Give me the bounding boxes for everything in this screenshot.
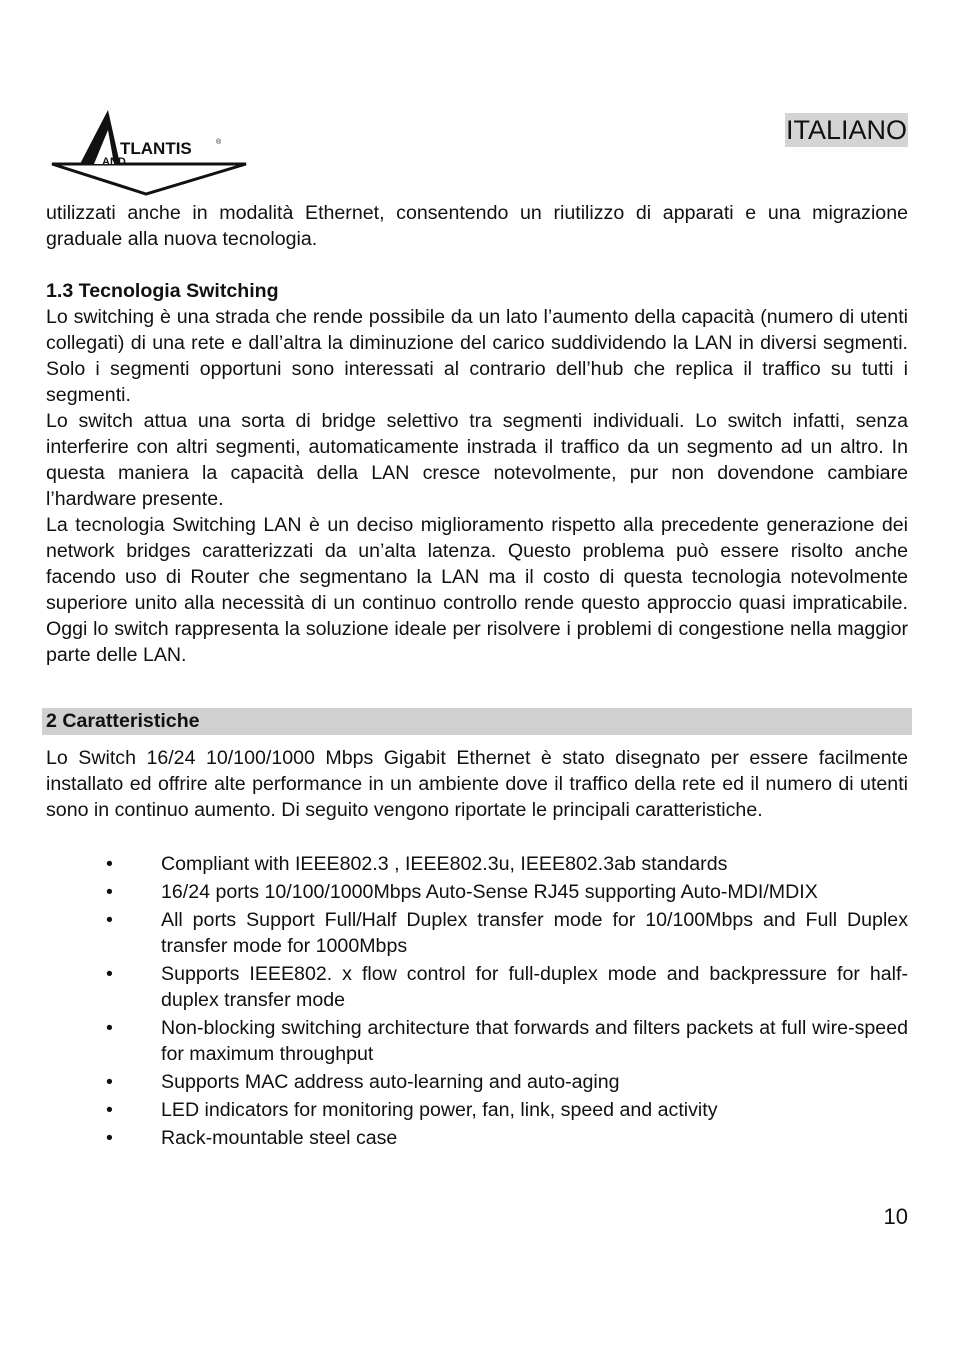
bullet-icon: • [106,1127,113,1149]
language-label: ITALIANO [785,115,907,145]
section-1-3-paragraph-1: Lo switching è una strada che rende possibile da un lato l’aumento della capacità (numero di utenti collegati) di una rete e dall’altra la diminuzione del carico suddividendo la LAN in diversi segmenti. Solo i segmenti opportuni sono interessati al contrario dell’hub che replica il traffico su tutti i segmenti. [46,306,908,406]
list-item: • LED indicators for monitoring power, fan, link, speed and activity [106,1099,718,1121]
section-2-heading: 2 Caratteristiche [42,708,912,735]
list-item: • 16/24 ports 10/100/1000Mbps Auto-Sense RJ45 supporting Auto-MDI/MDIX [106,881,818,903]
bullet-icon: • [106,853,113,875]
list-item: • Supports IEEE802. x flow control for full-duplex mode and backpressure for half-duplex transfer mode [106,963,908,1011]
bullet-icon: • [106,909,113,931]
list-item: • Supports MAC address auto-learning and auto-aging [106,1071,620,1093]
bullet-icon: • [106,881,113,903]
page-number: 10 [883,1204,908,1229]
list-item: • Compliant with IEEE802.3 , IEEE802.3u, IEEE802.3ab standards [106,853,728,875]
intro-paragraph: utilizzati anche in modalità Ethernet, consentendo un riutilizzo di apparati e una migrazione graduale alla nuova tecnologia. [46,202,908,250]
bullet-icon: • [106,1071,113,1093]
svg-text:®: ® [216,139,222,146]
features-list [46,851,908,1151]
list-item: • Rack-mountable steel case [106,1127,398,1149]
atlantis-logo [50,108,250,198]
section-1-3-paragraph-2: Lo switch attua una sorta di bridge selettivo tra segmenti individuali. Lo switch infatti, senza interferire con altri segmenti, automaticamente instrada il traffico da un segmento ad un altro. In questa maniera la capacità della LAN cresce notevolmente, pur non dovendone cambiare l’hardware presente. [46,410,908,510]
bullet-icon: • [106,1017,113,1039]
list-item: • All ports Support Full/Half Duplex transfer mode for 10/100Mbps and Full Duplex transfer mode for 1000Mbps [106,909,908,957]
svg-text:TLANTIS: TLANTIS [120,139,192,158]
bullet-icon: • [106,963,113,985]
section-1-3-heading: 1.3 Tecnologia Switching [46,280,279,302]
list-item: • Non-blocking switching architecture that forwards and filters packets at full wire-speed for maximum throughput [106,1017,908,1065]
bullet-icon: • [106,1099,113,1121]
section-1-3-paragraph-3: La tecnologia Switching LAN è un deciso miglioramento rispetto alla precedente generazione dei network bridges caratterizzati da un’alta latenza. Questo problema può essere risolto anche facendo uso di Router che segmentano la LAN ma il costo di questa tecnologia notevolmente superiore unito alla necessità di un continuo controllo rende questo approccio quasi impraticabile. Oggi lo switch rappresenta la soluzione ideale per risolvere i problemi di congestione nella maggior parte delle LAN. [46,514,908,666]
page-content [46,200,908,1153]
svg-text:AND: AND [102,156,126,168]
section-2-intro: Lo Switch 16/24 10/100/1000 Mbps Gigabit Ethernet è stato disegnato per essere facilmente installato ed offrire alte performance in un ambiente dove il traffico della rete ed il numero di utenti sono in continuo aumento. Di seguito vengono riportate le principali caratteristiche. [46,747,908,821]
